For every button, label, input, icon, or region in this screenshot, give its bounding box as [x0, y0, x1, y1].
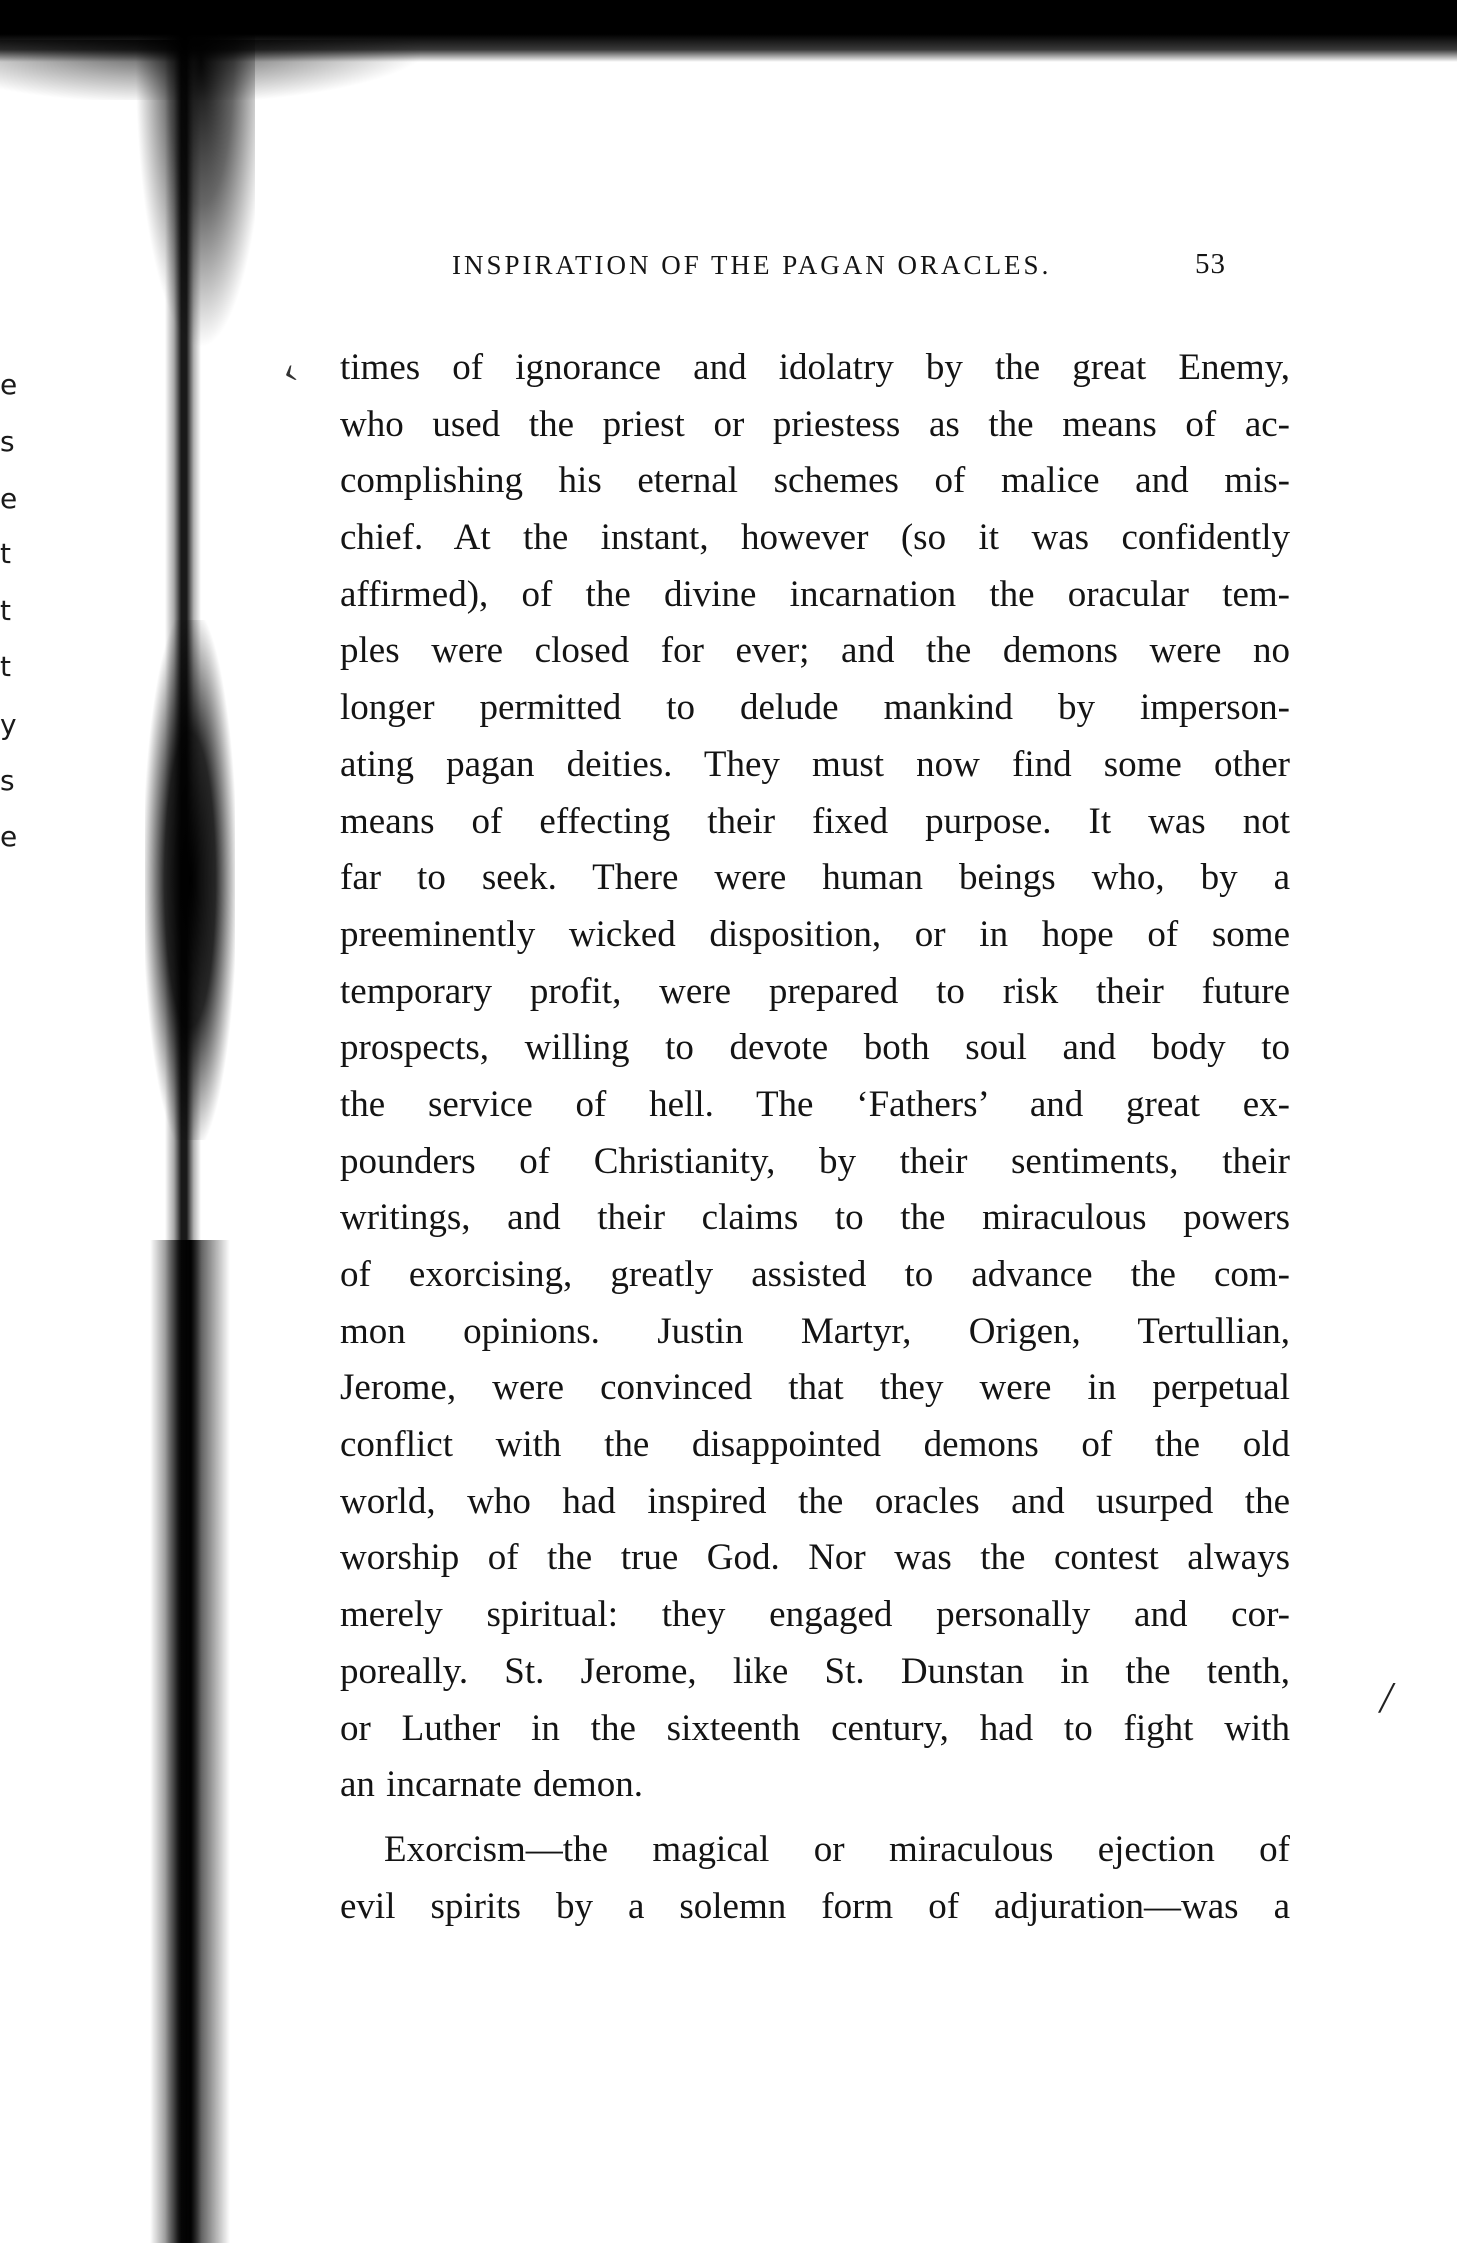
text-line: of exorcising, greatly assisted to advance the com- [340, 1254, 1290, 1295]
gutter-top-smudge [135, 30, 255, 350]
text-line: prospects, willing to devote both soul and body to [340, 1027, 1290, 1069]
paragraph [340, 1822, 1290, 1935]
text-line: ples were closed for ever; and the demons were no [340, 630, 1290, 672]
facing-letter: e [0, 482, 18, 515]
pencil-mark-right: / [1380, 1673, 1393, 1722]
facing-letter: s [0, 764, 15, 797]
text-line: world, who had inspired the oracles and usurped the [340, 1480, 1290, 1522]
text-line: ating pagan deities. They must now find some other [340, 743, 1290, 785]
running-head [340, 240, 1290, 290]
text-line: an incarnate demon. [340, 1764, 643, 1806]
text-line: Exorcism—the magical or miraculous ejection of [384, 1828, 1290, 1870]
paragraph [340, 340, 1290, 1814]
gutter-lower-band [150, 1240, 230, 2243]
text-line: temporary profit, were prepared to risk their future [340, 970, 1290, 1012]
book-gutter-shadow [120, 0, 230, 2243]
facing-letter: y [0, 708, 17, 741]
running-title: INSPIRATION OF THE PAGAN ORACLES. [452, 250, 1052, 280]
text-line: affirmed), of the divine incarnation the oracular tem- [340, 573, 1290, 615]
facing-letter: t [0, 594, 11, 627]
gutter-bulge [145, 620, 235, 1140]
text-line: pounders of Christianity, by their sentiments, their [340, 1140, 1290, 1182]
text-line: means of effecting their fixed purpose. It was not [340, 800, 1290, 842]
text-line: who used the priest or priestess as the means of ac- [340, 403, 1290, 445]
text-line: mon opinions. Justin Martyr, Origen, Tertullian, [340, 1310, 1290, 1352]
text-line: chief. At the instant, however (so it was confidently [340, 517, 1290, 559]
text-line: the service of hell. The ‘Fathers’ and great ex- [340, 1083, 1290, 1125]
text-line: times of ignorance and idolatry by the great Enemy, [340, 347, 1290, 388]
text-line: preeminently wicked disposition, or in hope of some [340, 913, 1290, 955]
text-line: poreally. St. Jerome, like St. Dunstan in the tenth, [340, 1650, 1290, 1692]
text-line: conflict with the disappointed demons of the old [340, 1424, 1290, 1466]
facing-letter: s [0, 425, 15, 458]
text-line: worship of the true God. Nor was the contest always [340, 1537, 1290, 1579]
text-line: far to seek. There were human beings who, by a [340, 857, 1290, 899]
text-line: Jerome, were convinced that they were in perpetual [340, 1367, 1290, 1409]
facing-letter: t [0, 650, 11, 683]
book-page [340, 240, 1290, 1927]
page-number: 53 [1195, 248, 1226, 280]
text-line: evil spirits by a solemn form of adjuration—was a [340, 1885, 1290, 1927]
text-line: merely spiritual: they engaged personally and cor- [340, 1594, 1290, 1636]
text-line: longer permitted to delude mankind by imperson- [340, 687, 1290, 729]
text-line: complishing his eternal schemes of malice and mis- [340, 460, 1290, 502]
facing-letter: e [0, 820, 18, 853]
body-text [340, 340, 1290, 1935]
pencil-mark-left: ‹ [274, 346, 303, 393]
facing-letter: e [0, 368, 18, 401]
text-line: writings, and their claims to the miraculous powers [340, 1197, 1290, 1239]
facing-letter: t [0, 537, 11, 570]
facing-page-letters [0, 0, 20, 1100]
text-line: or Luther in the sixteenth century, had to fight with [340, 1707, 1290, 1749]
